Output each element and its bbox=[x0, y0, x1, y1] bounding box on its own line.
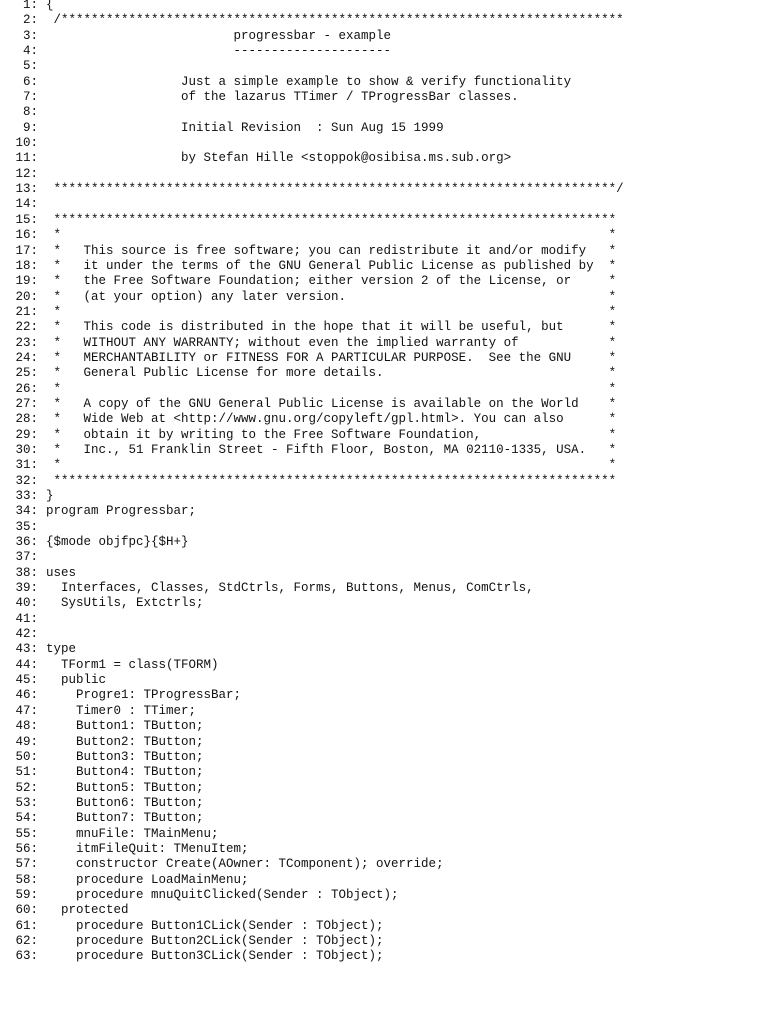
code-line bbox=[0, 474, 768, 489]
code-line bbox=[0, 0, 768, 13]
code-line bbox=[0, 228, 768, 243]
line-number: 21: bbox=[15, 304, 38, 319]
line-text: } bbox=[46, 489, 54, 503]
code-line bbox=[0, 827, 768, 842]
line-text: * MERCHANTABILITY or FITNESS FOR A PARTICULAR PURPOSE. See the GNU * bbox=[46, 350, 617, 365]
line-text: type bbox=[46, 642, 77, 657]
line-text: * * bbox=[46, 381, 617, 396]
line-text: ***************************************************************************/ bbox=[46, 182, 624, 197]
line-text: Button6: TButton; bbox=[46, 795, 204, 810]
code-line bbox=[0, 735, 768, 750]
line-text: * it under the terms of the GNU General Public License as published by * bbox=[46, 258, 617, 273]
line-text: Just a simple example to show & verify functionality bbox=[46, 74, 572, 89]
code-line bbox=[0, 781, 768, 796]
line-number: 51: bbox=[15, 765, 38, 780]
line-number: 59: bbox=[15, 887, 38, 902]
line-number: 2: bbox=[22, 13, 38, 28]
line-number: 39: bbox=[15, 581, 38, 596]
code-line bbox=[0, 182, 768, 197]
line-number: 18: bbox=[15, 258, 38, 273]
line-text: --------------------- bbox=[46, 44, 392, 59]
line-number: 62: bbox=[15, 933, 38, 948]
line-text bbox=[38, 136, 46, 151]
line-text bbox=[38, 520, 46, 535]
code-line bbox=[0, 596, 768, 611]
line-number: 57: bbox=[15, 857, 38, 872]
line-number: 23: bbox=[15, 335, 38, 350]
line-text: Progre1: TProgressBar; bbox=[46, 688, 242, 703]
line-number: 30: bbox=[15, 442, 38, 457]
line-text: { bbox=[46, 0, 54, 12]
line-number: 4: bbox=[22, 44, 38, 59]
code-line bbox=[0, 59, 768, 74]
line-number: 15: bbox=[15, 212, 38, 227]
line-number: 41: bbox=[15, 611, 38, 626]
code-line bbox=[0, 366, 768, 381]
code-line bbox=[0, 504, 768, 519]
line-number: 32: bbox=[15, 473, 38, 488]
code-line bbox=[0, 382, 768, 397]
line-text: by Stefan Hille <stoppok@osibisa.ms.sub.org> bbox=[46, 151, 512, 166]
line-number: 29: bbox=[15, 427, 38, 442]
line-number: 61: bbox=[15, 918, 38, 933]
line-number: 53: bbox=[15, 795, 38, 810]
code-line bbox=[0, 90, 768, 105]
line-text: constructor Create(AOwner: TComponent); override; bbox=[46, 857, 444, 872]
line-text: Initial Revision : Sun Aug 15 1999 bbox=[46, 120, 444, 135]
line-number: 38: bbox=[15, 565, 38, 580]
code-line bbox=[0, 765, 768, 780]
code-line bbox=[0, 489, 768, 504]
line-number: 20: bbox=[15, 289, 38, 304]
line-text: * (at your option) any later version. * bbox=[46, 289, 617, 304]
code-line bbox=[0, 13, 768, 28]
code-line bbox=[0, 305, 768, 320]
code-line bbox=[0, 520, 768, 535]
line-text bbox=[38, 550, 46, 565]
code-line bbox=[0, 412, 768, 427]
code-line bbox=[0, 704, 768, 719]
line-text: * obtain it by writing to the Free Software Foundation, * bbox=[46, 427, 617, 442]
line-number: 17: bbox=[15, 243, 38, 258]
line-text bbox=[38, 197, 46, 212]
line-number: 44: bbox=[15, 657, 38, 672]
line-text bbox=[38, 612, 46, 627]
line-number: 47: bbox=[15, 703, 38, 718]
line-text: of the lazarus TTimer / TProgressBar classes. bbox=[46, 90, 519, 105]
code-line bbox=[0, 397, 768, 412]
line-number: 9: bbox=[22, 120, 38, 135]
code-line bbox=[0, 105, 768, 120]
line-text: *************************************************************************** bbox=[46, 212, 617, 227]
line-number: 35: bbox=[15, 519, 38, 534]
line-number: 54: bbox=[15, 811, 38, 826]
line-text: * * bbox=[46, 304, 617, 319]
line-text: procedure Button3CLick(Sender : TObject); bbox=[46, 949, 384, 964]
code-line bbox=[0, 44, 768, 59]
line-number: 19: bbox=[15, 274, 38, 289]
line-text: procedure Button1CLick(Sender : TObject); bbox=[46, 918, 384, 933]
line-number: 24: bbox=[15, 350, 38, 365]
line-number: 58: bbox=[15, 872, 38, 887]
code-line bbox=[0, 351, 768, 366]
line-text bbox=[38, 59, 46, 74]
code-line bbox=[0, 259, 768, 274]
line-text: * General Public License for more details. * bbox=[46, 366, 617, 381]
code-line bbox=[0, 627, 768, 642]
code-line bbox=[0, 857, 768, 872]
line-number: 5: bbox=[22, 59, 38, 74]
code-line bbox=[0, 796, 768, 811]
code-line bbox=[0, 29, 768, 44]
code-line bbox=[0, 458, 768, 473]
line-number: 16: bbox=[15, 228, 38, 243]
line-number: 27: bbox=[15, 396, 38, 411]
line-text: * * bbox=[46, 228, 617, 243]
code-line bbox=[0, 934, 768, 949]
line-number: 33: bbox=[15, 489, 38, 503]
code-line bbox=[0, 151, 768, 166]
line-number: 28: bbox=[15, 412, 38, 427]
line-number: 6: bbox=[22, 74, 38, 89]
line-text: * Wide Web at <http://www.gnu.org/copyleft/gpl.html>. You can also * bbox=[46, 412, 617, 427]
code-line bbox=[0, 719, 768, 734]
code-line bbox=[0, 336, 768, 351]
line-text: Button2: TButton; bbox=[46, 734, 204, 749]
line-number: 10: bbox=[15, 136, 38, 151]
line-number: 13: bbox=[15, 182, 38, 197]
code-line bbox=[0, 136, 768, 151]
line-text: /*************************************************************************** bbox=[46, 13, 624, 28]
line-text bbox=[38, 627, 46, 642]
line-text: uses bbox=[46, 565, 77, 580]
line-text: procedure Button2CLick(Sender : TObject); bbox=[46, 933, 384, 948]
code-line bbox=[0, 535, 768, 550]
line-number: 1: bbox=[22, 0, 38, 12]
line-number: 26: bbox=[15, 381, 38, 396]
code-line bbox=[0, 290, 768, 305]
line-text: program Progressbar; bbox=[46, 504, 197, 519]
line-text: procedure LoadMainMenu; bbox=[46, 872, 249, 887]
code-line bbox=[0, 320, 768, 335]
code-line bbox=[0, 949, 768, 964]
code-line bbox=[0, 566, 768, 581]
line-number: 12: bbox=[15, 166, 38, 181]
line-number: 45: bbox=[15, 673, 38, 688]
line-text: * the Free Software Foundation; either version 2 of the License, or * bbox=[46, 274, 617, 289]
line-number: 60: bbox=[15, 903, 38, 918]
line-number: 31: bbox=[15, 458, 38, 473]
line-text: Timer0 : TTimer; bbox=[46, 703, 197, 718]
line-number: 56: bbox=[15, 841, 38, 856]
line-text: * * bbox=[46, 458, 617, 473]
code-line bbox=[0, 75, 768, 90]
code-line bbox=[0, 428, 768, 443]
line-number: 48: bbox=[15, 719, 38, 734]
line-text: mnuFile: TMainMenu; bbox=[46, 826, 219, 841]
line-number: 22: bbox=[15, 320, 38, 335]
line-number: 46: bbox=[15, 688, 38, 703]
line-number: 52: bbox=[15, 780, 38, 795]
line-text bbox=[38, 105, 46, 120]
code-line bbox=[0, 550, 768, 565]
line-text: * This code is distributed in the hope that it will be useful, but * bbox=[46, 320, 617, 335]
line-text: * This source is free software; you can redistribute it and/or modify * bbox=[46, 243, 617, 258]
code-line bbox=[0, 873, 768, 888]
line-text: * WITHOUT ANY WARRANTY; without even the implied warranty of * bbox=[46, 335, 617, 350]
line-text: * Inc., 51 Franklin Street - Fifth Floor, Boston, MA 02110-1335, USA. * bbox=[46, 442, 617, 457]
line-text: TForm1 = class(TFORM) bbox=[46, 657, 219, 672]
line-number: 55: bbox=[15, 826, 38, 841]
code-line bbox=[0, 121, 768, 136]
line-number: 40: bbox=[15, 596, 38, 611]
code-line bbox=[0, 658, 768, 673]
code-line bbox=[0, 673, 768, 688]
line-text: Button4: TButton; bbox=[46, 765, 204, 780]
line-number: 25: bbox=[15, 366, 38, 381]
line-text: protected bbox=[46, 903, 129, 918]
line-number: 7: bbox=[22, 90, 38, 105]
code-line bbox=[0, 888, 768, 903]
line-text: procedure mnuQuitClicked(Sender : TObject); bbox=[46, 887, 399, 902]
line-text: {$mode objfpc}{$H+} bbox=[46, 535, 189, 550]
line-text: Button7: TButton; bbox=[46, 811, 204, 826]
line-text: * A copy of the GNU General Public License is available on the World * bbox=[46, 396, 617, 411]
code-line bbox=[0, 213, 768, 228]
code-line bbox=[0, 612, 768, 627]
line-number: 34: bbox=[15, 504, 38, 519]
code-line bbox=[0, 919, 768, 934]
code-line bbox=[0, 443, 768, 458]
line-text bbox=[38, 167, 46, 182]
line-text: Button3: TButton; bbox=[46, 749, 204, 764]
code-line bbox=[0, 167, 768, 182]
line-text: *************************************************************************** bbox=[46, 473, 617, 488]
line-text: itmFileQuit: TMenuItem; bbox=[46, 841, 249, 856]
code-line bbox=[0, 274, 768, 289]
line-text: progressbar - example bbox=[46, 28, 392, 43]
line-text: Button5: TButton; bbox=[46, 780, 204, 795]
code-line bbox=[0, 842, 768, 857]
line-number: 8: bbox=[22, 105, 38, 120]
line-text: public bbox=[46, 673, 107, 688]
line-number: 63: bbox=[15, 949, 38, 964]
code-line bbox=[0, 244, 768, 259]
line-number: 50: bbox=[15, 749, 38, 764]
line-number: 37: bbox=[15, 550, 38, 565]
line-text: Button1: TButton; bbox=[46, 719, 204, 734]
line-number: 36: bbox=[15, 535, 38, 550]
code-line bbox=[0, 750, 768, 765]
code-line bbox=[0, 688, 768, 703]
code-line bbox=[0, 903, 768, 918]
line-text: Interfaces, Classes, StdCtrls, Forms, Buttons, Menus, ComCtrls, bbox=[46, 581, 534, 596]
line-number: 14: bbox=[15, 197, 38, 212]
code-line bbox=[0, 642, 768, 657]
code-line bbox=[0, 581, 768, 596]
line-number: 11: bbox=[15, 151, 38, 166]
code-line bbox=[0, 197, 768, 212]
line-number: 3: bbox=[22, 28, 38, 43]
code-line bbox=[0, 811, 768, 826]
line-number: 49: bbox=[15, 734, 38, 749]
line-text: SysUtils, Extctrls; bbox=[46, 596, 204, 611]
line-number: 42: bbox=[15, 627, 38, 642]
line-number: 43: bbox=[15, 642, 38, 657]
